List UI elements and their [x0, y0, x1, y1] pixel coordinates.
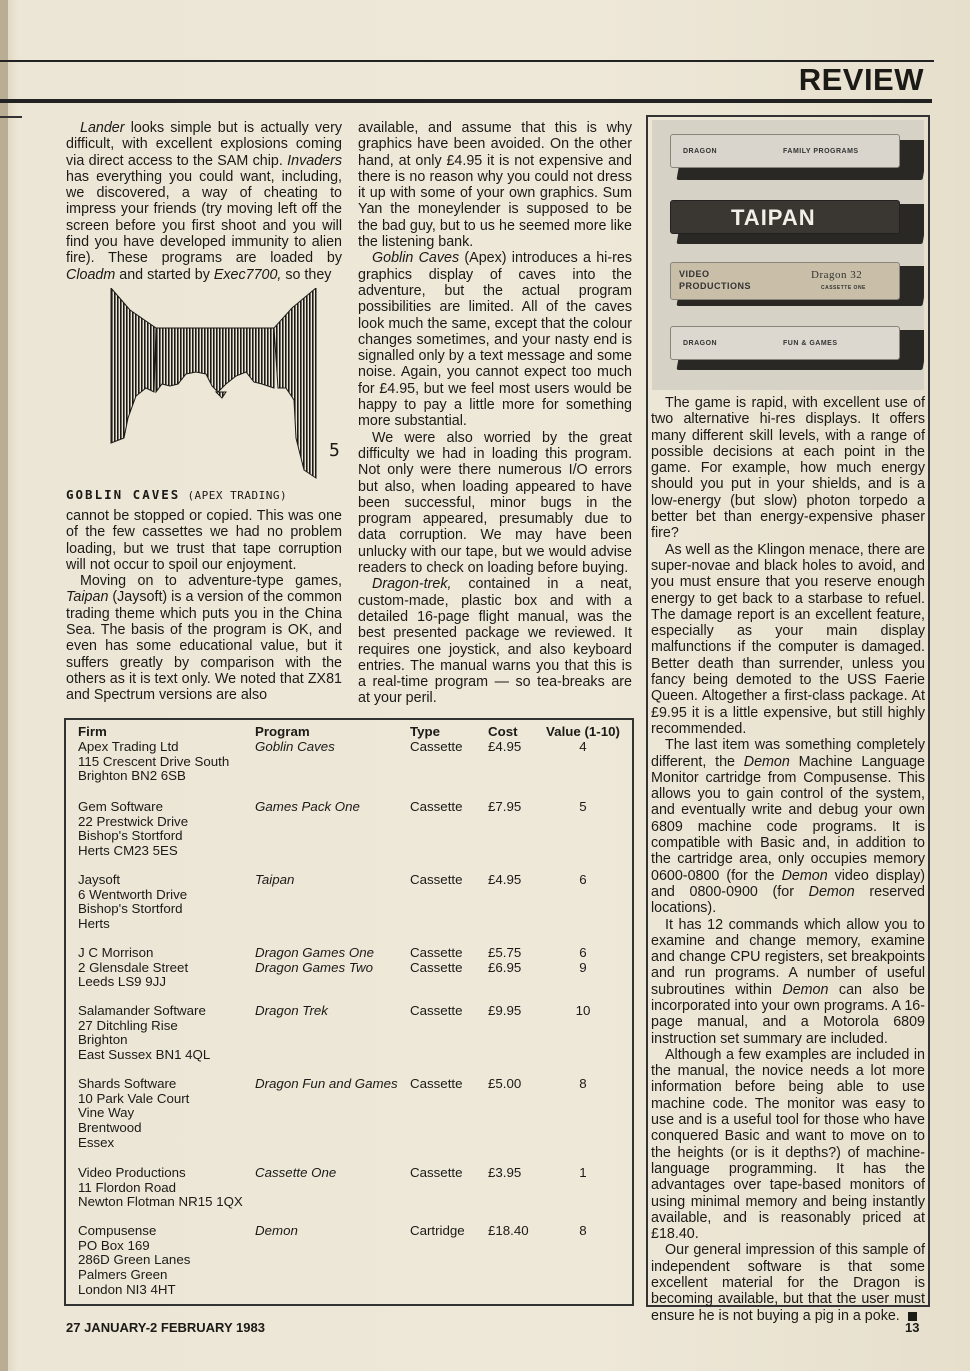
italic-text: Demon	[808, 883, 855, 900]
cell-value: 6 9	[579, 945, 587, 975]
cell-firm: Apex Trading Ltd 115 Crescent Drive South Brighton BN2 6SB	[78, 739, 230, 784]
cell-type: Cassette	[410, 1076, 463, 1091]
cell-program: Demon	[255, 1223, 298, 1238]
footer-date: 27 JANUARY-2 FEBRUARY 1983	[66, 1320, 265, 1335]
cell-value: 1	[579, 1165, 587, 1180]
cell-type: Cartridge	[410, 1223, 465, 1238]
text-run: (Jaysoft) is a version of the common trading theme which puts you in the China Sea. The basis of the program is OK, and even has some educational value, but it suffers greatly by comparison with the others as it is text only. We noted that ZX81 and Spectrum versions are also	[66, 589, 343, 704]
text-run: The game is rapid, with excellent use of two alternative hi-res displays. It offers many different skill levels, with a range of possible decisions at each point in the game. For example, how much energy should you put in your shields, and is a low-energy (but slow) photon torpedo a better bet than energy-expensive phaser fire?	[651, 395, 925, 542]
paragraph	[66, 573, 342, 703]
page-edge	[0, 0, 8, 1371]
italic-text: Cloadm	[66, 266, 116, 283]
cell-program: Goblin Caves	[255, 739, 335, 754]
italic-text: Demon	[782, 981, 829, 998]
cassette-taipan	[670, 200, 900, 234]
text-run: Our general impression of this sample of independent software is that some excellent material for the Dragon is becoming available, but that the user must ensure he is not buying a pig in a poke.	[651, 1242, 925, 1324]
cell-cost: £4.95	[488, 872, 522, 887]
text-run: We were also worried by the great difficulty we had in loading this program. Not only were there numerous I/O errors but also, when loading appeared to have been successful, minor bugs in the program appeared, presumably due to data corruption. We may have been unlucky with our tape, but we would advise readers to check on loading before buying.	[358, 429, 632, 577]
cell-cost: £5.00	[488, 1076, 522, 1091]
margin-mark	[0, 116, 22, 118]
paragraph	[651, 1047, 925, 1243]
cassette-family-programs	[670, 134, 900, 168]
cell-value: Value (1-10)	[546, 724, 620, 739]
cave-graphic	[111, 288, 316, 478]
cell-cost: £4.95	[488, 739, 522, 754]
cell-cost: £9.95	[488, 1003, 522, 1018]
cell-type: Cassette Cassette	[410, 945, 463, 975]
goblin-caves-screenshot	[66, 288, 346, 503]
cassette-label: VIDEO	[679, 269, 710, 279]
top-rule	[0, 60, 934, 62]
text-run: reserved locations).	[651, 883, 925, 917]
cell-type: Type	[410, 724, 441, 739]
header-rule	[0, 99, 932, 103]
cell-program: Dragon Trek	[255, 1003, 328, 1018]
cell-value: 8	[579, 1076, 587, 1091]
cassette-label: DRAGON	[683, 148, 718, 155]
italic-text: Invaders	[287, 152, 342, 169]
paragraph	[358, 576, 632, 706]
text-run: can also be incorporated into your own programs. A 16-page manual, and a Motorola 6809 instruction set summary are included.	[651, 981, 925, 1047]
paragraph	[651, 917, 925, 1047]
cassette-label: FAMILY PROGRAMS	[783, 148, 859, 155]
cassette-label: PRODUCTIONS	[679, 281, 752, 291]
figure-caption	[66, 487, 287, 502]
cell-program: Cassette One	[255, 1165, 337, 1180]
cassette-label: FUN & GAMES	[783, 340, 838, 347]
text-run: cannot be stopped or copied. This was one of the few cassettes we had no problem loading, but we trust that tape corruption will not occur to spoil our enjoyment.	[66, 508, 342, 573]
cell-value: 4	[579, 739, 587, 754]
cell-type: Cassette	[410, 872, 463, 887]
cell-firm: J C Morrison 2 Glensdale Street Leeds LS9 9JJ	[78, 945, 189, 990]
cassette-label: Dragon 32	[811, 269, 863, 281]
cell-firm: Gem Software 22 Prestwick Drive Bishop's Stortford Herts CM23 5ES	[78, 799, 189, 859]
cell-firm: Salamander Software 27 Ditchling Rise Brighton East Sussex BN1 4QL	[78, 1003, 211, 1063]
text-run: so they	[281, 266, 332, 283]
text-run: has everything you could want, including, we discovered, a way of cheating to impress your friends (try moving left off the screen before you first shoot and you will find you have developed immunity to alien fire). These programs are loaded by	[66, 168, 342, 267]
cell-cost: £7.95	[488, 799, 522, 814]
cell-cost: £3.95	[488, 1165, 522, 1180]
cassette-fun-and-games	[670, 326, 900, 360]
paragraph	[651, 1242, 925, 1323]
cassette-label: TAIPAN	[731, 205, 816, 230]
cell-program: Dragon Fun and Games	[255, 1076, 398, 1091]
text-run: Machine Language Monitor cartridge from Compusense. This allows you to gain control of the system, and eventually write and debug your own 6809 machine code programs. It is compatible with Basic and, in addition to the cartridge area, only occupies memory 0600-0800 (for the	[651, 753, 925, 884]
cell-type: Cassette	[410, 1165, 463, 1180]
text-run: As well as the Klingon menace, there are super-novae and black holes to avoid, and you must ensure that you reserve enough energy to get back to a starbase to refuel. The damage report is an excellent feature, especially as your main display malfunctions if the computer is damaged. Better death than surrender, unless you fancy being demoted to the USS Faerie Queen. Altogether a first-class package. At £9.95 it is a little expensive, but still highly recommended.	[651, 541, 925, 737]
cell-program: Dragon Games One Dragon Games Two	[255, 945, 374, 975]
paragraph	[358, 250, 632, 429]
text-run: contained in a neat, custom-made, plastic box and with a detailed 16-page flight manual, was the best presented package we reviewed. It requires one joystick, and also keyboard entries. The manual warns you that this is a real-time program — so tea-breaks are at your peril.	[358, 576, 632, 707]
cassette-label: DRAGON	[683, 340, 718, 347]
paragraph	[66, 120, 342, 283]
cell-type: Cassette	[410, 799, 463, 814]
cell-firm: Firm	[78, 724, 107, 739]
text-run: and started by	[115, 266, 214, 283]
paragraph	[358, 120, 632, 250]
caption-title: GOBLIN CAVES	[66, 487, 181, 502]
paragraph	[651, 542, 925, 738]
cell-value: 6	[579, 872, 587, 887]
text-run: Although a few examples are included in the manual, the novice needs a lot more information before being able to use machine code. The monitor was easy to use and is a useful tool for those who have conquered Basic and want to move on to the heights (or is it depths?) of machine-language programming. It has the advantages over tape-based monitors of using minimal memory and being instantly available, and is reasonably priced at £18.40.	[651, 1046, 925, 1243]
page-number: 13	[905, 1320, 920, 1335]
italic-text: Taipan	[66, 589, 109, 606]
text-run: It has 12 commands which allow you to examine and change memory, examine and change CPU registers, set breakpoints and run programs. A number of useful subroutines within	[651, 916, 925, 998]
italic-text: Demon	[781, 867, 828, 884]
article-column-3	[651, 395, 925, 1324]
text-run: video display) and 0800-0900 (for	[651, 867, 926, 900]
cell-firm: Shards Software 10 Park Vale Court Vine Way Brentwood Essex	[78, 1076, 190, 1150]
caption-subtitle: (APEX TRADING)	[187, 489, 288, 502]
cell-value: 10	[575, 1003, 591, 1018]
cassette-video-productions	[670, 262, 900, 300]
paragraph	[651, 395, 925, 542]
cell-program: Taipan	[255, 872, 295, 887]
text-run: Moving on to adventure-type games,	[80, 573, 342, 590]
cell-firm: Compusense PO Box 169 286D Green Lanes Palmers Green London NI3 4HT	[78, 1223, 191, 1297]
cell-firm: Jaysoft 6 Wentworth Drive Bishop's Stortford Herts	[78, 872, 188, 932]
article-column-1-top	[66, 120, 342, 283]
cell-cost: £18.40	[488, 1223, 529, 1238]
article-column-2	[358, 120, 632, 707]
article-column-1-bottom	[66, 508, 342, 704]
cell-value: 5	[579, 799, 587, 814]
text-run: looks simple but is actually very difficult, with excellent explosions coming via direct access to the SAM chip.	[66, 120, 342, 169]
cell-firm: Video Productions 11 Flordon Road Newton Flotman NR15 1QX	[78, 1165, 243, 1210]
italic-text: Goblin Caves	[372, 250, 460, 267]
paragraph	[651, 737, 925, 916]
cell-type: Cassette	[410, 1003, 463, 1018]
cell-program: Program	[255, 724, 310, 739]
text-run: available, and assume that this is why graphics have been avoided. On the other hand, at only £4.95 it is not expensive and there is no reason why you could not dress it up with some of your own graphics. Sum Yan the moneylender is supposed to be the bad guy, but to us he seemed more like the listening bank.	[358, 120, 632, 251]
italic-text: Exec7700,	[213, 266, 282, 283]
cell-value: 8	[579, 1223, 587, 1238]
section-title: REVIEW	[798, 62, 924, 97]
cell-type: Cassette	[410, 739, 463, 754]
text-run: The last item was something completely different, the	[651, 737, 925, 770]
paragraph	[358, 430, 632, 577]
cell-cost: Cost	[488, 724, 518, 739]
text-run: (Apex) introduces a hi-res graphics display of caves into the adventure, but the actual program possibilities are limited. All of the caves look much the same, except that the colour changes sometimes, and your nasty end is signalled only by a text message and some noise. Again, you cannot expect too much for £4.95, but we feel most users would be happy to pay a little more for something more substantial.	[358, 250, 632, 430]
italic-text: Dragon-trek,	[372, 576, 452, 593]
italic-text: Demon	[743, 753, 790, 770]
cell-program: Games Pack One	[255, 799, 360, 814]
paragraph	[66, 508, 342, 573]
cassette-label: CASSETTE ONE	[821, 285, 866, 291]
italic-text: Lander	[80, 120, 125, 136]
figure-number: 5	[329, 440, 340, 461]
cassettes-photo	[652, 120, 924, 390]
cell-cost: £5.75 £6.95	[488, 945, 522, 975]
